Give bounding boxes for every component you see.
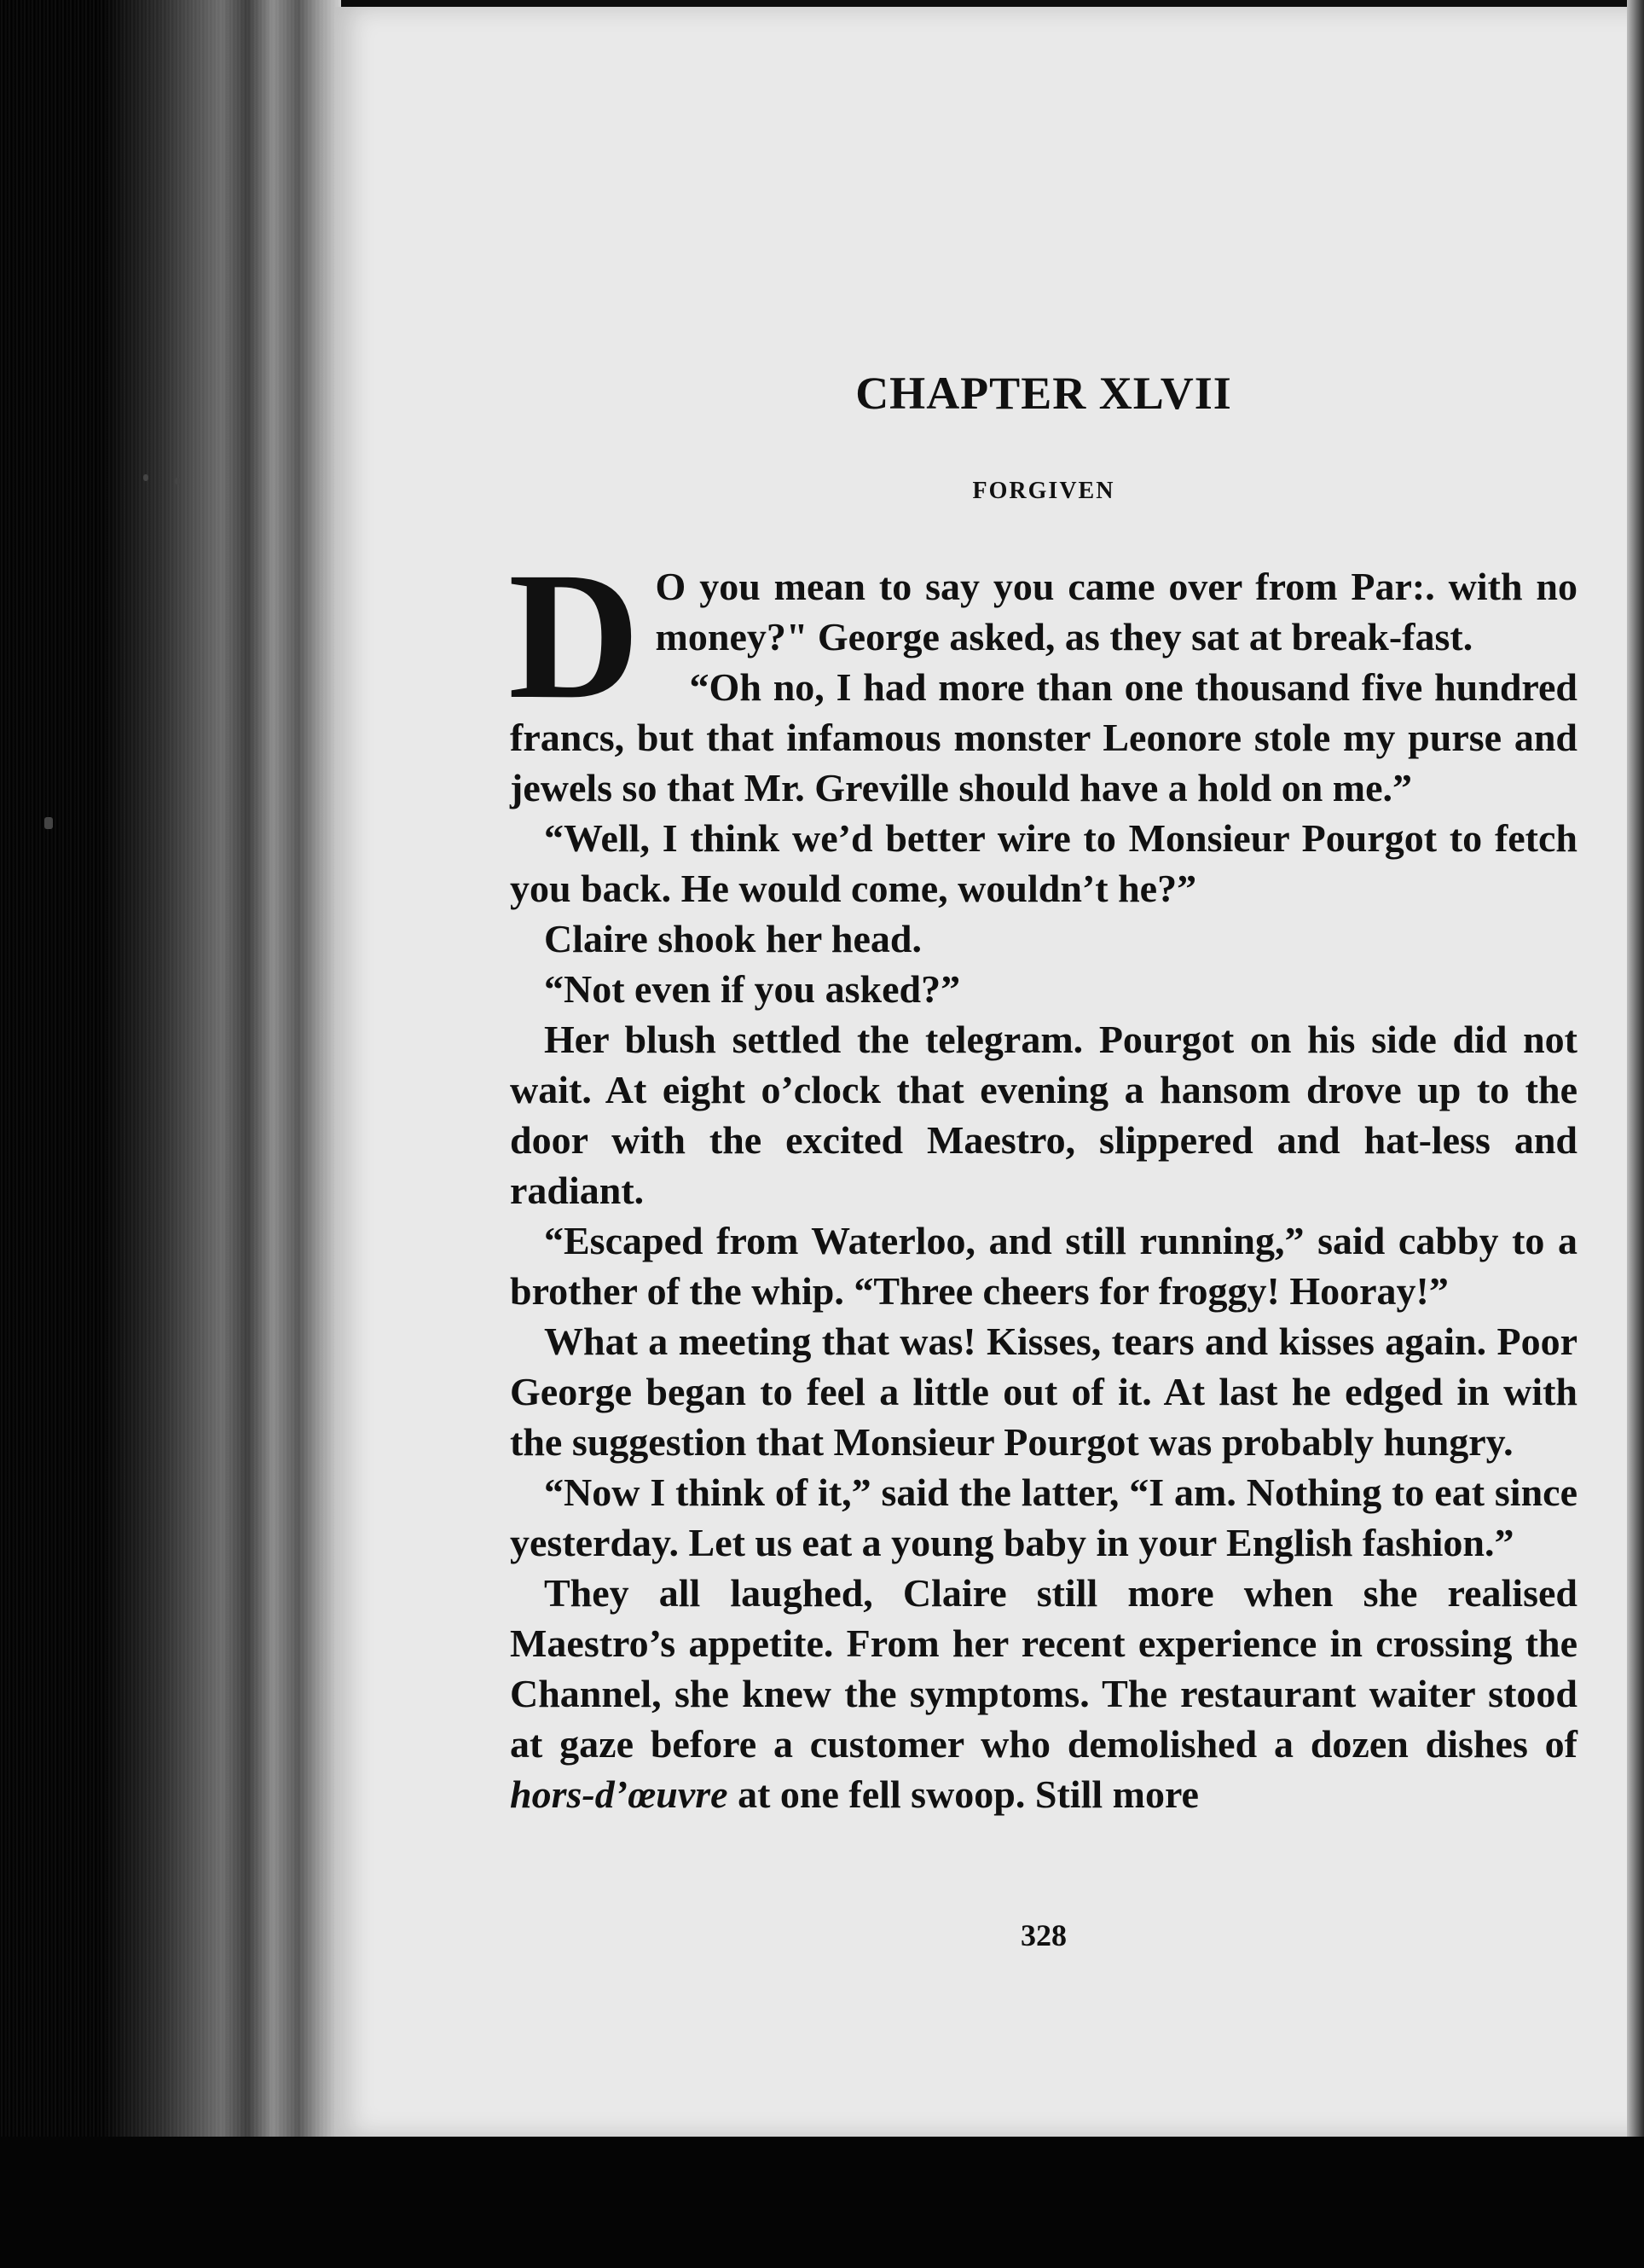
paragraph: “Not even if you asked?” — [544, 967, 961, 1011]
scan-speck — [143, 474, 148, 481]
paragraph: “Now I think of it,” said the latter, “I am. Nothing to eat since yesterday. Let us eat a young baby in your English fashion.” — [510, 1470, 1577, 1564]
italic-term: hors-d’œuvre — [510, 1772, 728, 1816]
scan-speck — [175, 478, 180, 484]
paragraph: Her blush settled the telegram. Pourgot on his side did not wait. At eight o’clock that evening a hansom drove up to the door with the excited Maestro, slippered and hat-less and radiant. — [510, 1018, 1577, 1212]
scan-bottom-border — [0, 2137, 1644, 2268]
opening-text: O you mean to say you came over from Par:. with no money?" George asked, as they sat at break-fast. — [655, 565, 1577, 658]
book-spine-gutter — [0, 0, 341, 2268]
chapter-subtitle: FORGIVEN — [972, 478, 1115, 504]
paragraph: “Oh no, I had more than one thousand five hundred francs, but that infamous monster Leonore stole my purse and jewels so that Mr. Greville should have a hold on me.” — [510, 665, 1577, 809]
drop-cap: D — [508, 535, 640, 737]
body-text — [508, 535, 1577, 1819]
last-paragraph — [510, 1568, 1577, 1819]
paragraph: “Well, I think we’d better wire to Monsieur Pourgot to fetch you back. He would come, wouldn’t he?” — [510, 816, 1577, 910]
chapter-title: CHAPTER XLVII — [855, 368, 1232, 419]
last-paragraph-text: They all laughed, Claire still more when she realised Maestro’s appetite. From her recent experience in crossing the Channel, she knew the symptoms. The restaurant waiter stood at gaze before a customer who demolished a dozen dishes of — [510, 1571, 1577, 1766]
page-number: 328 — [1021, 1918, 1067, 1952]
paragraph: “Escaped from Waterloo, and still running,” said cabby to a brother of the whip. “Three cheers for froggy! Hooray!” — [510, 1219, 1577, 1313]
page-edge — [1627, 0, 1644, 2137]
last-paragraph-tail: at one fell swoop. Still more — [727, 1772, 1199, 1816]
paragraph: Claire shook her head. — [544, 917, 923, 960]
paragraph: What a meeting that was! Kisses, tears and kisses again. Poor George began to feel a little out of it. At last he edged in with the suggestion that Monsieur Pourgot was probably hungry. — [510, 1320, 1577, 1464]
scan-speck — [44, 817, 53, 829]
